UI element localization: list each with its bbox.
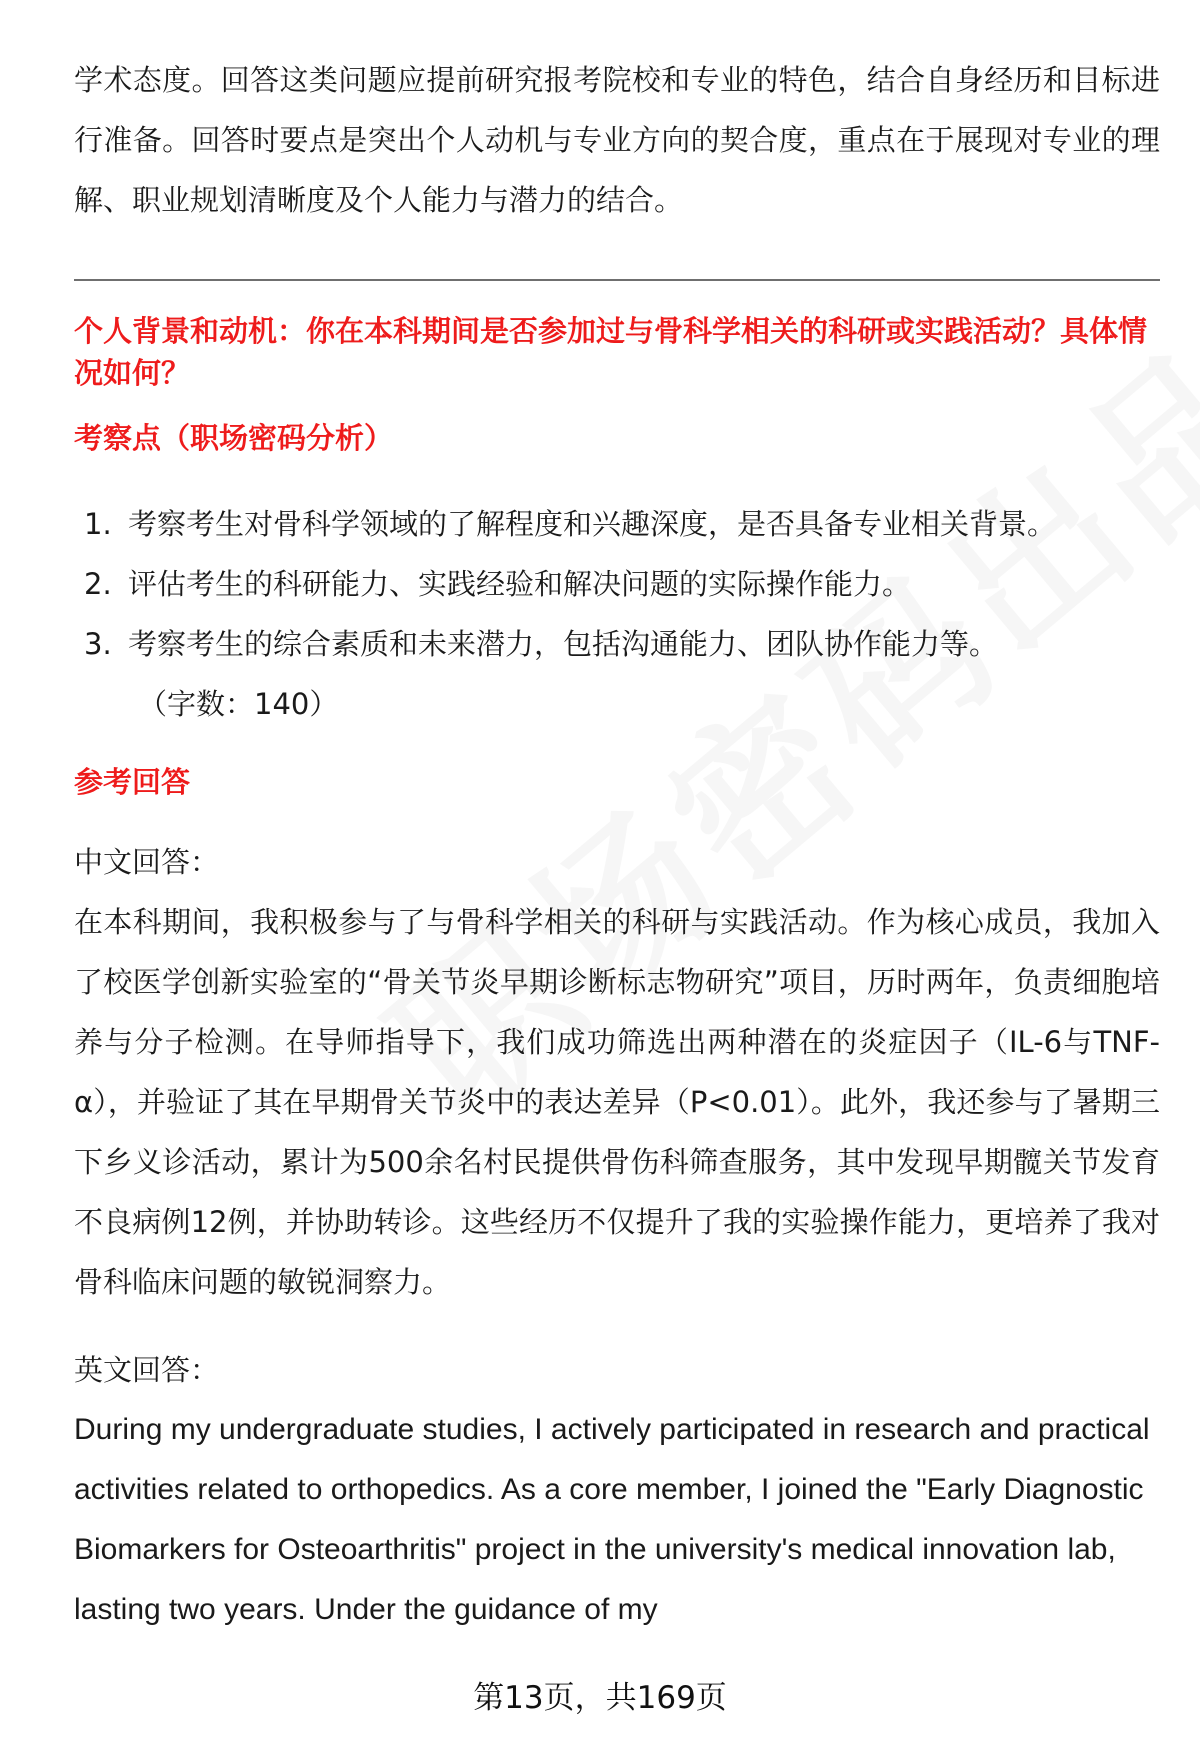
english-answer-text: During my undergraduate studies, I actively participated in research and practical activities related to orthopedics. As a core member, I joined the "Early Diagnostic Biomarkers for Osteoarthritis" project in the university's medical innovation lab, lasting two years. Under the guidance of my — [74, 1413, 1150, 1626]
intro-paragraph: 学术态度。回答这类问题应提前研究报考院校和专业的特色，结合自身经历和目标进行准备。回答时要点是突出个人动机与专业方向的契合度，重点在于展现对专业的理解、职业规划清晰度及个人能力与潜力的结合。 — [74, 63, 1160, 217]
list-item-text: 考察考生对骨科学领域的了解程度和兴趣深度，是否具备专业相关背景。 — [128, 507, 1057, 541]
list-item-number: 2. — [84, 567, 112, 601]
page-number-footer: 第13页，共169页 — [473, 1680, 727, 1716]
section-divider — [74, 279, 1160, 281]
chinese-answer-label: 中文回答： — [74, 845, 220, 879]
list-item-number: 3. — [84, 627, 112, 661]
list-item-text: 考察考生的综合素质和未来潜力，包括沟通能力、团队协作能力等。 — [128, 627, 999, 661]
reference-answer-title: 参考回答 — [74, 765, 191, 799]
list-item-text: 评估考生的科研能力、实践经验和解决问题的实际操作能力。 — [128, 567, 912, 601]
list-item — [84, 494, 1160, 554]
list-item — [84, 554, 1160, 614]
exam-points-title: 考察点（职场密码分析） — [74, 421, 394, 455]
english-answer-label: 英文回答： — [74, 1353, 220, 1387]
question-heading: 个人背景和动机：你在本科期间是否参加过与骨科学相关的科研或实践活动？具体情况如何？ — [74, 314, 1148, 390]
list-item — [84, 614, 1160, 674]
exam-points-list — [84, 494, 1160, 674]
chinese-answer-text: 在本科期间，我积极参与了与骨科学相关的科研与实践活动。作为核心成员，我加入了校医学创新实验室的“骨关节炎早期诊断标志物研究”项目，历时两年，负责细胞培养与分子检测。在导师指导下，我们成功筛选出两种潜在的炎症因子（IL-6与TNF-α），并验证了其在早期骨关节炎中的表达差异（P<0.01）。此外，我还参与了暑期三下乡义诊活动，累计为500余名村民提供骨伤科筛查服务，其中发现早期髋关节发育不良病例12例，并协助转诊。这些经历不仅提升了我的实验操作能力，更培养了我对骨科临床问题的敏锐洞察力。 — [74, 905, 1160, 1299]
list-item-number: 1. — [84, 507, 112, 541]
word-count-note: （字数：140） — [138, 687, 339, 721]
